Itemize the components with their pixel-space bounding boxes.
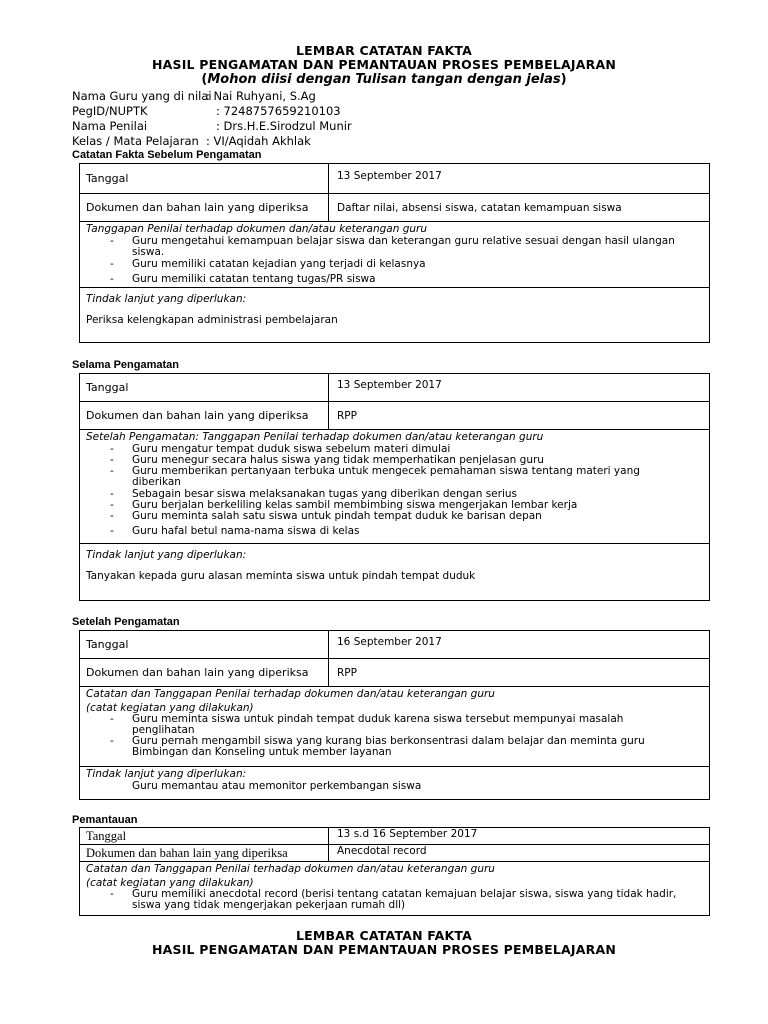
list-item: - Guru mengetahui kemampuan belajar siswa dan keterangan guru relative sesuai dengan hasil ulangan siswa. xyxy=(110,236,703,258)
info-label: Nama Penilai xyxy=(72,119,148,133)
document-title: LEMBAR CATATAN FAKTA xyxy=(296,43,472,58)
dokumen-value: Anecdotal record xyxy=(337,845,427,857)
next-page-header xyxy=(0,929,768,957)
tanggal-label: Tanggal xyxy=(80,631,329,658)
dokumen-label: Dokumen dan bahan lain yang diperiksa xyxy=(80,659,329,686)
identity-info xyxy=(72,89,352,149)
list-item: - Guru meminta siswa untuk pindah tempat duduk karena siswa tersebut mempunyai masalah penglihatan xyxy=(110,714,703,736)
info-value: : 7248757659210103 xyxy=(216,104,341,118)
tanggapan-subheading: (catat kegiatan yang dilakukan) xyxy=(86,876,254,889)
tindak-block xyxy=(80,288,709,342)
info-row-nama-guru xyxy=(72,89,352,104)
list-item: - Guru memberikan pertanyaan terbuka untuk mengecek pemahaman siswa tentang materi yang diberikan xyxy=(110,466,703,488)
tanggapan-block xyxy=(80,430,709,544)
tanggapan-block xyxy=(80,687,709,767)
tanggapan-heading: Tanggapan Penilai terhadap dokumen dan/atau keterangan guru xyxy=(86,223,427,235)
tanggal-label: Tanggal xyxy=(80,164,329,193)
tindak-text: Tanyakan kepada guru alasan meminta siswa untuk pindah tempat duduk xyxy=(86,569,476,582)
tindak-block xyxy=(80,544,709,600)
dokumen-label: Dokumen dan bahan lain yang diperiksa xyxy=(80,845,329,861)
list-item: - Guru meminta salah satu siswa untuk pindah tempat duduk ke barisan depan xyxy=(110,511,703,522)
info-row-pegid xyxy=(72,104,352,119)
section-label-setelah: Setelah Pengamatan xyxy=(72,616,180,628)
document-title-2: HASIL PENGAMATAN DAN PEMANTAUAN PROSES PEMBELAJARAN xyxy=(151,57,617,72)
list-item: - Guru hafal betul nama-nama siswa di kelas xyxy=(110,526,703,537)
tindak-text: Guru memantau atau memonitor perkembangan siswa xyxy=(132,779,422,792)
tindak-heading: Tindak lanjut yang diperlukan: xyxy=(86,293,247,305)
tanggal-row xyxy=(80,828,709,845)
list-item: - Guru mengatur tempat duduk siswa sebelum materi dimulai xyxy=(110,444,703,455)
section-label-sebelum: Catatan Fakta Sebelum Pengamatan xyxy=(72,149,262,161)
tanggapan-heading: Setelah Pengamatan: Tanggapan Penilai terhadap dokumen dan/atau keterangan guru xyxy=(86,431,544,443)
section-label-selama: Selama Pengamatan xyxy=(72,359,179,371)
dokumen-row xyxy=(80,845,709,862)
tanggal-row xyxy=(80,374,709,402)
tanggapan-block xyxy=(80,222,709,288)
tanggapan-heading: Catatan dan Tanggapan Penilai terhadap dokumen dan/atau keterangan guru xyxy=(86,863,495,875)
tanggal-label: Tanggal xyxy=(80,828,329,844)
dokumen-row xyxy=(80,402,709,430)
tanggal-value: 13 s.d 16 September 2017 xyxy=(337,828,478,840)
info-label: PegID/NUPTK xyxy=(72,104,148,118)
info-value: : VI/Aqidah Akhlak xyxy=(206,134,311,148)
dokumen-value: RPP xyxy=(337,409,357,422)
tanggal-value: 13 September 2017 xyxy=(337,170,442,182)
info-label: Nama Guru yang di nilai xyxy=(72,89,212,103)
dokumen-label: Dokumen dan bahan lain yang diperiksa xyxy=(80,402,329,429)
dokumen-value: Daftar nilai, absensi siswa, catatan kemampuan siswa xyxy=(337,201,622,214)
tanggal-label: Tanggal xyxy=(80,374,329,401)
section-box-pemantauan xyxy=(79,827,710,916)
tanggapan-list xyxy=(86,714,703,758)
section-box-setelah xyxy=(79,630,710,800)
tanggapan-list xyxy=(86,236,703,285)
info-label: Kelas / Mata Pelajaran xyxy=(72,134,199,148)
list-item: - Guru pernah mengambil siswa yang kurang bias berkonsentrasi dalam belajar dan meminta guru Bimbingan dan Konseling untuk member layanan xyxy=(110,736,703,758)
list-item: - Guru menegur secara halus siswa yang tidak memperhatikan penjelasan guru xyxy=(110,455,703,466)
section-label-pemantauan: Pemantauan xyxy=(72,814,138,826)
tanggal-row xyxy=(80,164,709,194)
next-page-title: LEMBAR CATATAN FAKTA xyxy=(296,928,472,943)
tanggapan-list xyxy=(86,889,703,911)
tanggapan-heading: Catatan dan Tanggapan Penilai terhadap dokumen dan/atau keterangan guru xyxy=(86,688,495,700)
list-item: - Guru memiliki catatan kejadian yang terjadi di kelasnya xyxy=(110,259,703,270)
section-box-selama xyxy=(79,373,710,601)
tanggapan-subheading: (catat kegiatan yang dilakukan) xyxy=(86,701,254,714)
dokumen-row xyxy=(80,659,709,687)
dokumen-row xyxy=(80,194,709,222)
next-page-title-2: HASIL PENGAMATAN DAN PEMANTAUAN PROSES PEMBELAJARAN xyxy=(151,942,617,957)
list-item: - Guru berjalan berkeliling kelas sambil membimbing siswa mengerjakan lembar kerja xyxy=(110,500,703,511)
dokumen-label: Dokumen dan bahan lain yang diperiksa xyxy=(80,194,329,221)
list-item: - Sebagain besar siswa melaksanakan tugas yang diberikan dengan serius xyxy=(110,489,703,500)
section-box-sebelum xyxy=(79,163,710,343)
tanggal-value: 13 September 2017 xyxy=(337,379,442,391)
tanggal-row xyxy=(80,631,709,659)
tanggal-value: 16 September 2017 xyxy=(337,636,442,648)
info-row-kelas xyxy=(72,134,352,149)
list-item: - Guru memiliki anecdotal record (berisi tentang catatan kemajuan belajar siswa, siswa yang tidak hadir, siswa yang tidak mengerjakan pekerjaan rumah dll) xyxy=(110,889,703,911)
tindak-heading: Tindak lanjut yang diperlukan: xyxy=(86,768,247,780)
dokumen-value: RPP xyxy=(337,666,357,679)
info-value: : Drs.H.E.Sirodzul Munir xyxy=(216,119,352,133)
tindak-heading: Tindak lanjut yang diperlukan: xyxy=(86,549,247,561)
list-item: - Guru memiliki catatan tentang tugas/PR siswa xyxy=(110,274,703,285)
info-value: : Nai Ruhyani, S.Ag xyxy=(206,89,316,103)
tindak-text: Periksa kelengkapan administrasi pembelajaran xyxy=(86,313,338,326)
tanggapan-block xyxy=(80,862,709,915)
document-subtitle: (Mohon diisi dengan Tulisan tangan dengan jelas) xyxy=(201,72,567,87)
tanggapan-list xyxy=(86,444,703,537)
info-row-penilai xyxy=(72,119,352,134)
document-header xyxy=(0,44,768,87)
tindak-block xyxy=(80,767,709,801)
